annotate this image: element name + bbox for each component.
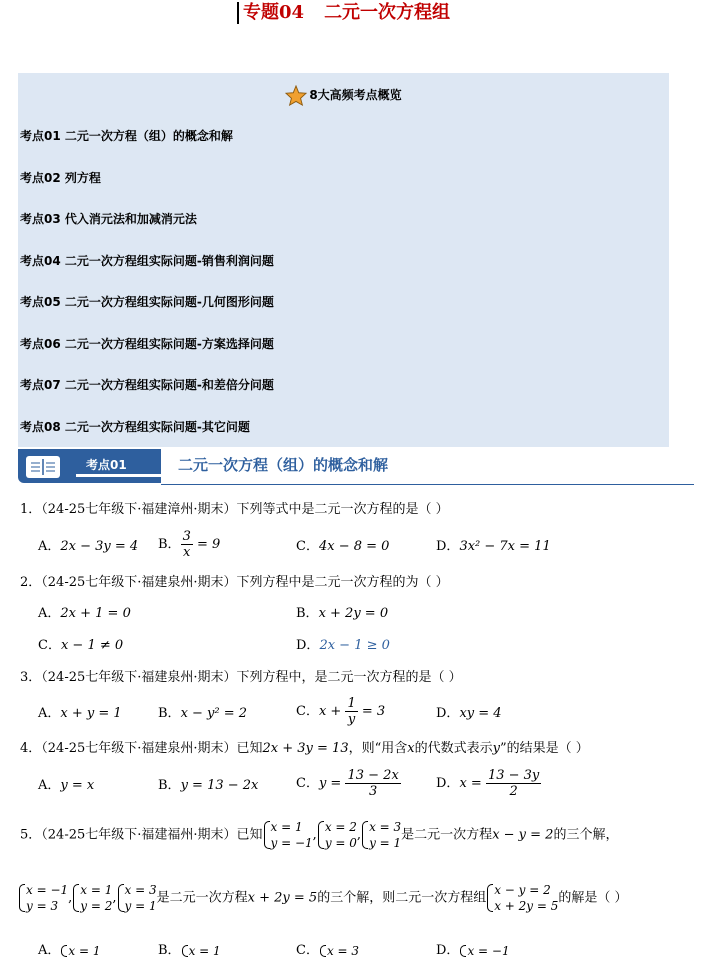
- question-5-continued: x = −1 y = 3 , x = 1 y = 2 , x = 3 y = 1 是二元一次方程x + 2y = 5的三个解，则二元一次方程组 x − y = 2 x + 2y = 5 的解是（ ）: [18, 882, 628, 914]
- q4-option-c: C．y = $\frac{13 - 2x}{3}$: [296, 768, 399, 799]
- kaodian-item: 考点07 二元一次方程组实际问题-和差倍分问题: [20, 378, 274, 392]
- q3-option-b: B．x − y² = 2: [158, 706, 248, 721]
- q1-option-d: D．3x² − 7x = 11: [436, 539, 551, 554]
- q4-option-a: A．y = x: [38, 778, 95, 793]
- system-1: x = 1 y = −1: [263, 819, 313, 851]
- question-3: 3．（24-25七年级下·福建泉州·期末）下列方程中，是二元一次方程的是（ ）: [20, 670, 462, 685]
- overview-panel: [18, 73, 669, 447]
- q2-option-a: A．2x + 1 = 0: [38, 606, 131, 621]
- q1-option-a: A．2x − 3y = 4: [38, 539, 139, 554]
- q4-option-d: D．x = $\frac{13 - 3y}{2}$: [436, 768, 540, 799]
- star-icon: [285, 85, 307, 106]
- overview-heading: [18, 85, 669, 106]
- q5-option-a: A． x = 1: [38, 943, 101, 958]
- kaodian-item: 考点08 二元一次方程组实际问题-其它问题: [20, 420, 250, 434]
- question-4: 4．（24-25七年级下·福建泉州·期末）已知2x + 3y = 13，则“用含x的代数式表示y”的结果是（ ）: [20, 741, 589, 756]
- q5-option-d: D． x = −1: [436, 943, 510, 958]
- kaodian-item: 考点01 二元一次方程（组）的概念和解: [20, 129, 233, 143]
- question-5: 5．（24-25七年级下·福建福州·期末）已知 x = 1 y = −1 , x = 2 y = 0 , x = 3 y = 1 是二元一次方程x − y = 2的三个解，: [20, 820, 619, 850]
- kaodian-item: 考点04 二元一次方程组实际问题-销售利润问题: [20, 254, 274, 268]
- title-topic-name: 二元一次方程组: [324, 2, 451, 23]
- overview-heading-text: 8大高频考点概览: [309, 88, 402, 102]
- q5-option-b: B． x = 1: [158, 943, 221, 958]
- q2-option-b: B．x + 2y = 0: [296, 606, 389, 621]
- q2-option-d: D．2x − 1 ≥ 0: [296, 638, 390, 653]
- q4-option-b: B．y = 13 − 2x: [158, 778, 259, 793]
- section-tab: [18, 449, 161, 483]
- question-1: 1．（24-25七年级下·福建漳州·期末）下列等式中是二元一次方程的是（ ）: [20, 502, 449, 517]
- kaodian-item: 考点02 列方程: [20, 171, 101, 185]
- system-5: x = 1 y = 2: [72, 882, 112, 914]
- q1-option-c: C．4x − 8 = 0: [296, 539, 390, 554]
- system-6: x = 3 y = 1: [117, 882, 157, 914]
- section-rule: [161, 484, 694, 485]
- system-2: x = 2 y = 0: [317, 819, 357, 851]
- question-2: 2．（24-25七年级下·福建泉州·期末）下列方程中是二元一次方程的为（ ）: [20, 575, 449, 590]
- kaodian-item: 考点03 代入消元法和加减消元法: [20, 212, 197, 226]
- system-3: x = 3 y = 1: [361, 819, 401, 851]
- system-4: x = −1 y = 3: [18, 882, 68, 914]
- q3-option-c: C．x + $\frac{1}{y}$ = 3: [296, 696, 386, 727]
- title-topic-number: 专题04: [243, 2, 305, 23]
- q5-option-c: C． x = 3: [296, 943, 360, 958]
- page-title: [237, 2, 450, 24]
- section-tab-label: 考点01: [86, 458, 127, 472]
- book-icon: [26, 456, 60, 478]
- q1-option-b: B． $\frac{3}{x}$ = 9: [158, 529, 221, 560]
- kaodian-item: 考点06 二元一次方程组实际问题-方案选择问题: [20, 337, 274, 351]
- q3-option-a: A．x + y = 1: [38, 706, 122, 721]
- q2-option-c: C．x − 1 ≠ 0: [38, 638, 124, 653]
- q3-option-d: D．xy = 4: [436, 706, 502, 721]
- tab-underline: [76, 474, 162, 477]
- kaodian-item: 考点05 二元一次方程组实际问题-几何图形问题: [20, 295, 274, 309]
- section-heading: 二元一次方程（组）的概念和解: [178, 456, 389, 474]
- section-banner: [18, 449, 694, 487]
- system-7: x − y = 2 x + 2y = 5: [486, 882, 558, 914]
